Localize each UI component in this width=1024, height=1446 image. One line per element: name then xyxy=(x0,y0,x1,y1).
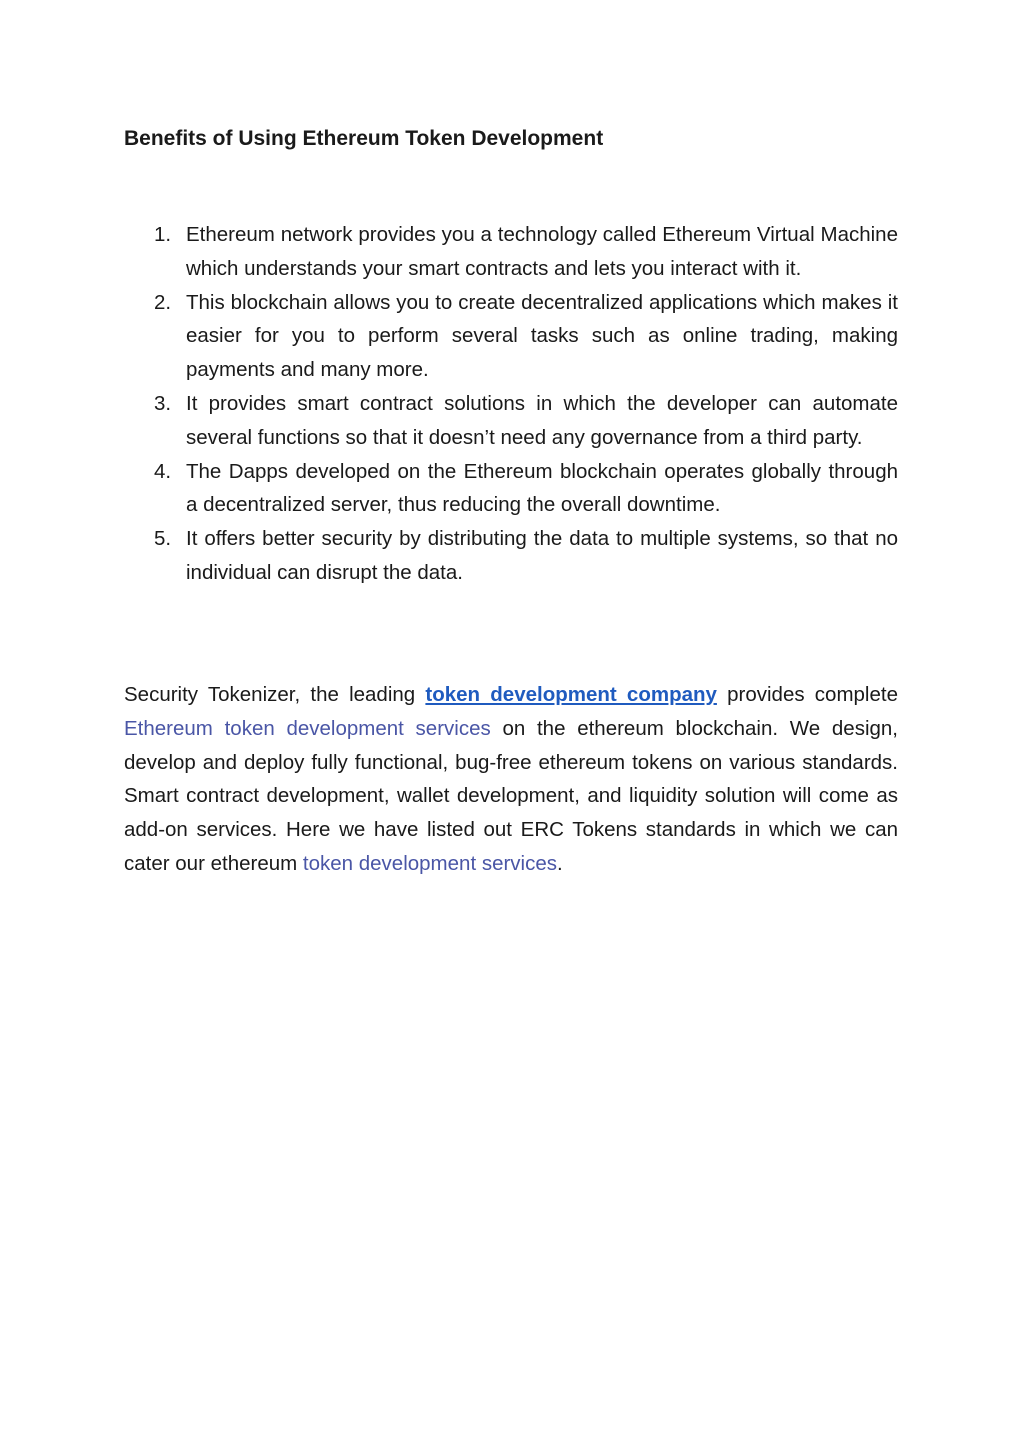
list-number: 5. xyxy=(154,527,172,551)
benefit-item-1 xyxy=(124,218,898,286)
benefit-text: The Dapps developed on the Ethereum blockchain operates globally through a decentralized server, thus reducing the overall downtime. xyxy=(186,459,898,517)
list-number: 3. xyxy=(154,391,172,415)
list-number: 1. xyxy=(154,223,172,246)
benefit-text: It provides smart contract solutions in which the developer can automate several functions so that it doesn’t need any governance from a third party. xyxy=(186,391,898,449)
benefit-item-3 xyxy=(124,387,898,455)
token-development-services-link[interactable]: token development services xyxy=(302,851,558,875)
benefit-text: Ethereum network provides you a technology called Ethereum Virtual Machine which understands your smart contracts and lets you interact with it. xyxy=(186,223,898,280)
list-number: 4. xyxy=(154,459,172,483)
paragraph-text: provides complete xyxy=(716,683,898,706)
benefit-item-4 xyxy=(124,455,898,523)
list-number: 2. xyxy=(154,290,172,314)
benefit-item-5 xyxy=(124,522,898,590)
paragraph-text: . xyxy=(557,851,563,875)
paragraph-text: on the ethereum blockchain. We design, develop and deploy fully functional, bug-free ethereum tokens on various standards. Smart contract development, wallet development, and liquidity solution will come as add-on services. Here we have listed out ERC Tokens standards in which we can cater our ethereum xyxy=(124,716,898,875)
benefits-list xyxy=(124,218,898,590)
benefit-text: This blockchain allows you to create decentralized applications which makes it easier for you to perform several tasks such as online trading, making payments and many more. xyxy=(186,290,898,382)
intro-paragraph xyxy=(124,678,898,881)
benefit-item-2 xyxy=(124,286,898,387)
paragraph-text: Security Tokenizer, the leading xyxy=(124,683,426,706)
document-heading: Benefits of Using Ethereum Token Development xyxy=(124,127,604,150)
token-development-company-link[interactable]: token development company xyxy=(425,683,717,706)
ethereum-token-development-services-link[interactable]: Ethereum token development services xyxy=(124,716,491,740)
benefit-text: It offers better security by distributing the data to multiple systems, so that no individual can disrupt the data. xyxy=(186,527,898,584)
